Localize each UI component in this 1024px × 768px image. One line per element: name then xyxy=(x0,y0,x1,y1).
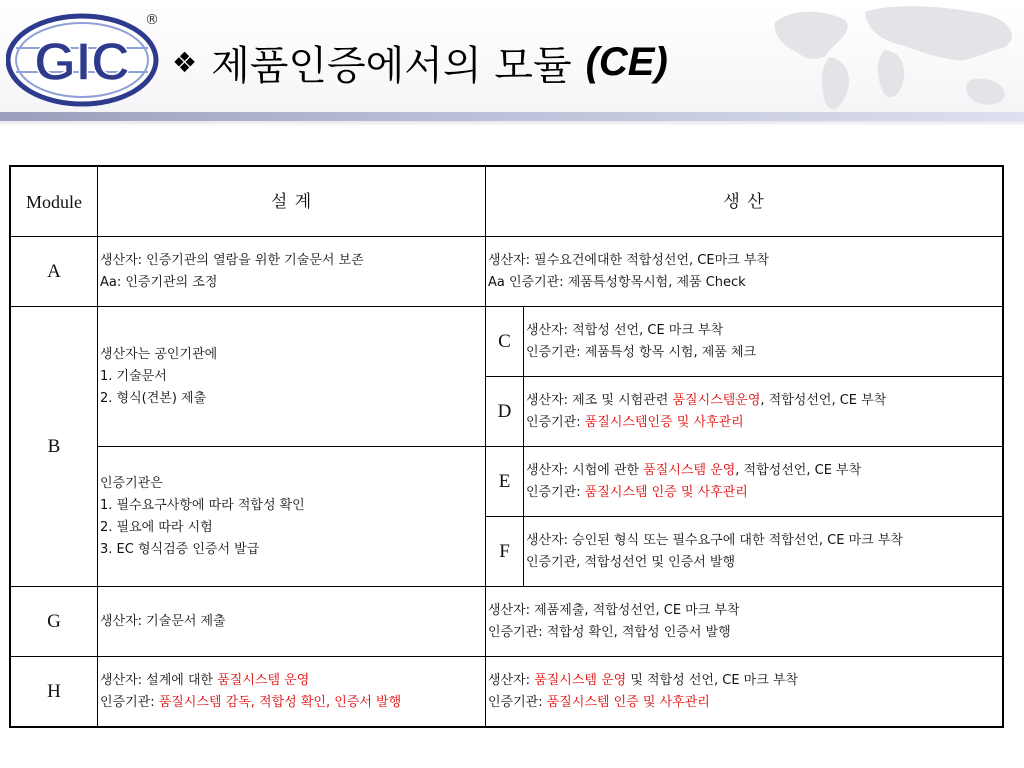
design-cell-b-authority xyxy=(98,447,486,587)
prod-e-line2: 인증기관: 품질시스템 인증 및 사후관리 xyxy=(526,484,748,500)
production-cell-h xyxy=(486,657,1002,727)
svg-text:®: ® xyxy=(145,12,159,28)
module-label-h: H xyxy=(11,657,98,727)
design-cell-h xyxy=(98,657,486,727)
prod-f-line2: 인증기관, 적합성선언 및 인증서 발행 xyxy=(526,554,736,570)
world-map-background xyxy=(735,2,1024,120)
design-cell-g xyxy=(98,587,486,657)
design-cell-b-manufacturer xyxy=(98,307,486,447)
slide-header xyxy=(0,0,1024,125)
production-cell-c xyxy=(524,307,1002,377)
prod-c-line1: 생산자: 적합성 선언, CE 마크 부착 xyxy=(526,322,724,338)
design-b1-line1: 생산자는 공인기관에 xyxy=(100,346,218,362)
prod-d-line2: 인증기관: 품질시스템인증 및 사후관리 xyxy=(526,414,744,430)
header-divider xyxy=(0,112,1024,121)
header-design: 설 계 xyxy=(98,167,486,237)
prod-f-line1: 생산자: 승인된 형식 또는 필수요구에 대한 적합선언, CE 마크 부착 xyxy=(526,532,903,548)
design-b1-line2: 1. 기술문서 xyxy=(100,368,167,384)
prod-c-line2: 인증기관: 제품특성 항목 시험, 제품 체크 xyxy=(526,344,757,360)
header-divider-light xyxy=(0,121,1024,123)
prod-a-line1: 생산자: 필수요건에대한 적합성선언, CE마크 부착 xyxy=(488,252,769,268)
prod-g-line1: 생산자: 제품제출, 적합성선언, CE 마크 부착 xyxy=(488,602,740,618)
design-h-line1: 생산자: 설계에 대한 품질시스템 운영 xyxy=(100,673,310,688)
diamond-bullet-icon: ❖ xyxy=(172,45,198,79)
module-table xyxy=(9,165,1004,728)
header-module: Module xyxy=(11,167,98,237)
prod-d-line1: 생산자: 제조 및 시험관련 품질시스템운영, 적합성선언, CE 부착 xyxy=(526,392,887,408)
gic-logo xyxy=(6,8,164,108)
module-label-a: A xyxy=(11,237,98,307)
module-label-c: C xyxy=(486,307,524,377)
production-cell-e xyxy=(524,447,1002,517)
slide-title xyxy=(172,30,668,94)
header-production: 생 산 xyxy=(486,167,1002,237)
title-text: 제품인증에서의 모듈 xyxy=(211,42,572,89)
design-b2-line2: 1. 필수요구사항에 따라 적합성 확인 xyxy=(100,497,305,513)
design-cell-a xyxy=(98,237,486,307)
design-b2-line4: 3. EC 형식검증 인증서 발급 xyxy=(100,541,260,557)
module-label-e: E xyxy=(486,447,524,517)
design-b1-line3: 2. 형식(견본) 제출 xyxy=(100,390,207,406)
prod-h-line1: 생산자: 품질시스템 운영 및 적합성 선언, CE 마크 부착 xyxy=(488,673,799,688)
design-a-line1: 생산자: 인증기관의 열람을 위한 기술문서 보존 xyxy=(100,252,364,268)
production-cell-f xyxy=(524,517,1002,587)
prod-a-line2: Aa 인증기관: 제품특성항목시험, 제품 Check xyxy=(488,274,746,290)
production-cell-a xyxy=(486,237,1002,307)
module-label-g: G xyxy=(11,587,98,657)
design-b2-line3: 2. 필요에 따라 시험 xyxy=(100,519,213,535)
svg-text:GIC: GIC xyxy=(33,32,131,92)
prod-e-line1: 생산자: 시험에 관한 품질시스템 운영, 적합성선언, CE 부착 xyxy=(526,462,862,478)
design-a-line2: Aa: 인증기관의 조정 xyxy=(100,274,218,290)
prod-g-line2: 인증기관: 적합성 확인, 적합성 인증서 발행 xyxy=(488,624,731,640)
module-label-b: B xyxy=(11,307,98,587)
production-cell-d xyxy=(524,377,1002,447)
title-suffix: (CE) xyxy=(585,39,668,84)
design-g-line1: 생산자: 기술문서 제출 xyxy=(100,613,226,629)
production-cell-g xyxy=(486,587,1002,657)
design-h-line2: 인증기관: 품질시스템 감독, 적합성 확인, 인증서 발행 xyxy=(100,695,402,710)
design-b2-line1: 인증기관은 xyxy=(100,475,163,491)
prod-h-line2: 인증기관: 품질시스템 인증 및 사후관리 xyxy=(488,695,710,710)
module-label-f: F xyxy=(486,517,524,587)
module-label-d: D xyxy=(486,377,524,447)
